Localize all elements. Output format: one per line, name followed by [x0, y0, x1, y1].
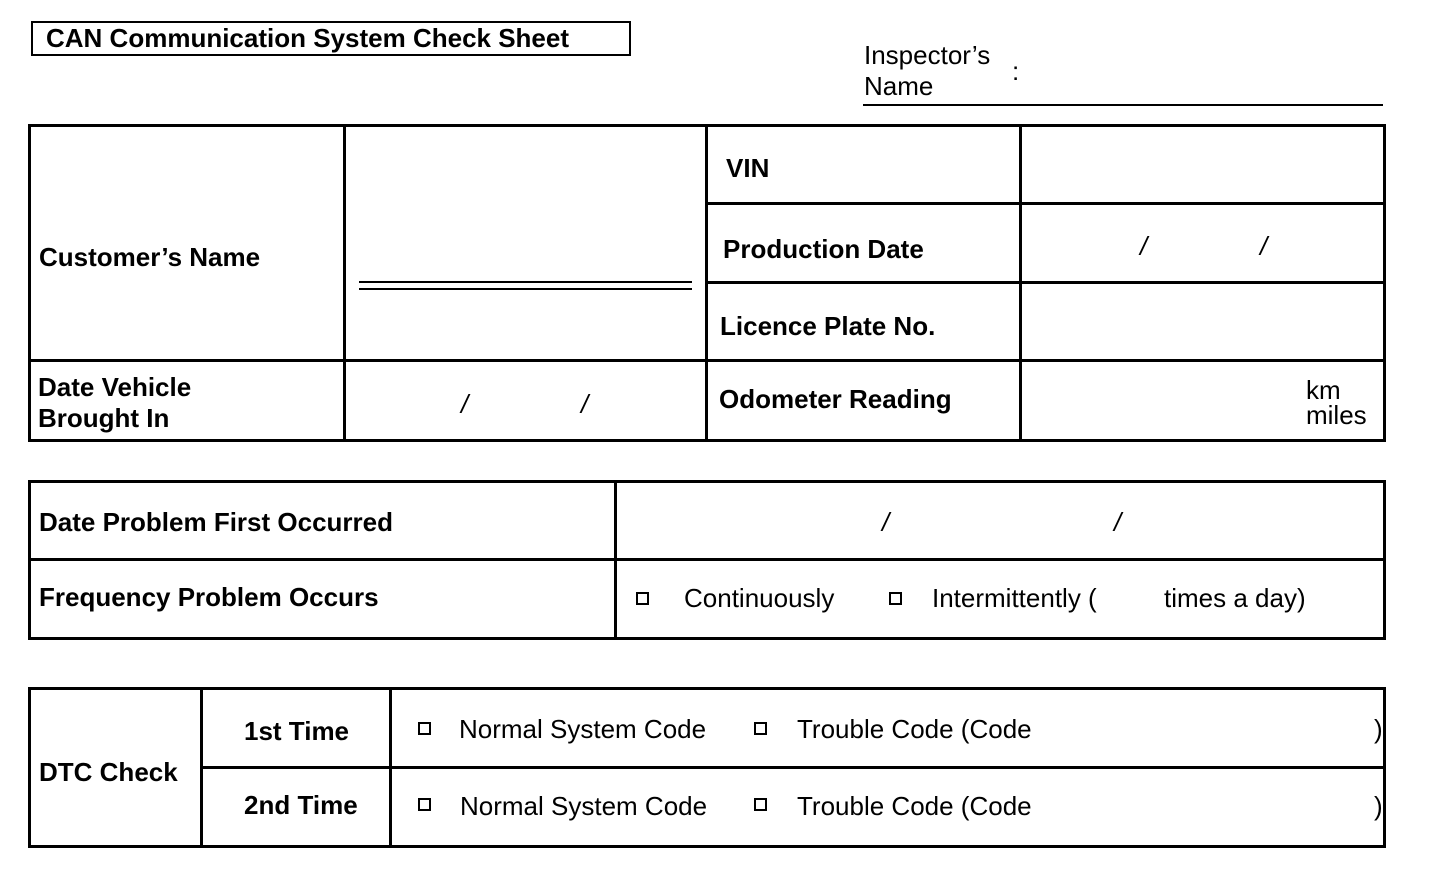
- continuously-checkbox[interactable]: [636, 592, 649, 605]
- divider: [343, 124, 346, 442]
- date-brought-in-line2: Brought In: [38, 403, 170, 433]
- second-time-label: 2nd Time: [244, 790, 358, 820]
- unit-miles: miles: [1306, 400, 1367, 430]
- close-paren: ): [1374, 714, 1383, 744]
- licence-plate-field[interactable]: [1024, 285, 1381, 358]
- divider: [200, 766, 1386, 769]
- date-brought-in-label: [38, 372, 191, 434]
- first-time-label: 1st Time: [244, 716, 350, 746]
- date-separator: /: [1114, 507, 1122, 537]
- inspector-name-field[interactable]: [863, 104, 1383, 106]
- times-a-day-label: times a day): [1164, 583, 1306, 613]
- unit-km: km: [1306, 375, 1341, 405]
- normal-system-code-label: Normal System Code: [459, 714, 707, 744]
- date-separator: /: [882, 507, 890, 537]
- odometer-label: Odometer Reading: [719, 384, 952, 414]
- vin-field[interactable]: [1024, 128, 1381, 201]
- trouble-code-label: Trouble Code (Code: [797, 714, 1032, 744]
- divider: [28, 359, 1386, 362]
- close-paren: ): [1374, 791, 1383, 821]
- divider: [705, 281, 1386, 284]
- second-trouble-code-checkbox[interactable]: [754, 798, 767, 811]
- inspector-label-line1: Inspector’s: [864, 40, 991, 70]
- sheet-title: CAN Communication System Check Sheet: [31, 21, 631, 56]
- customer-name-label: Customer’s Name: [39, 242, 261, 272]
- production-date-label: Production Date: [723, 234, 924, 264]
- date-brought-in-line1: Date Vehicle: [38, 372, 192, 402]
- inspector-name-label: [864, 40, 990, 102]
- first-occurred-label: Date Problem First Occurred: [39, 507, 393, 537]
- first-trouble-code-checkbox[interactable]: [754, 722, 767, 735]
- inspector-label-line2: Name: [864, 71, 934, 101]
- divider: [705, 202, 1386, 205]
- second-normal-code-checkbox[interactable]: [418, 798, 431, 811]
- date-separator: /: [461, 389, 469, 419]
- frequency-label: Frequency Problem Occurs: [39, 582, 379, 612]
- intermittently-checkbox[interactable]: [889, 592, 902, 605]
- vin-label: VIN: [726, 153, 770, 183]
- continuously-label: Continuously: [684, 583, 835, 613]
- date-separator: /: [581, 389, 589, 419]
- intermittently-label: Intermittently (: [932, 583, 1097, 613]
- first-normal-code-checkbox[interactable]: [418, 722, 431, 735]
- dtc-check-label: DTC Check: [39, 757, 178, 787]
- date-separator: /: [1140, 231, 1148, 261]
- normal-system-code-label: Normal System Code: [460, 791, 708, 821]
- divider: [28, 558, 1386, 561]
- licence-plate-label: Licence Plate No.: [720, 311, 936, 341]
- date-separator: /: [1260, 231, 1268, 261]
- customer-name-field[interactable]: [359, 281, 692, 290]
- trouble-code-label: Trouble Code (Code: [797, 791, 1032, 821]
- inspector-colon: :: [1012, 56, 1020, 86]
